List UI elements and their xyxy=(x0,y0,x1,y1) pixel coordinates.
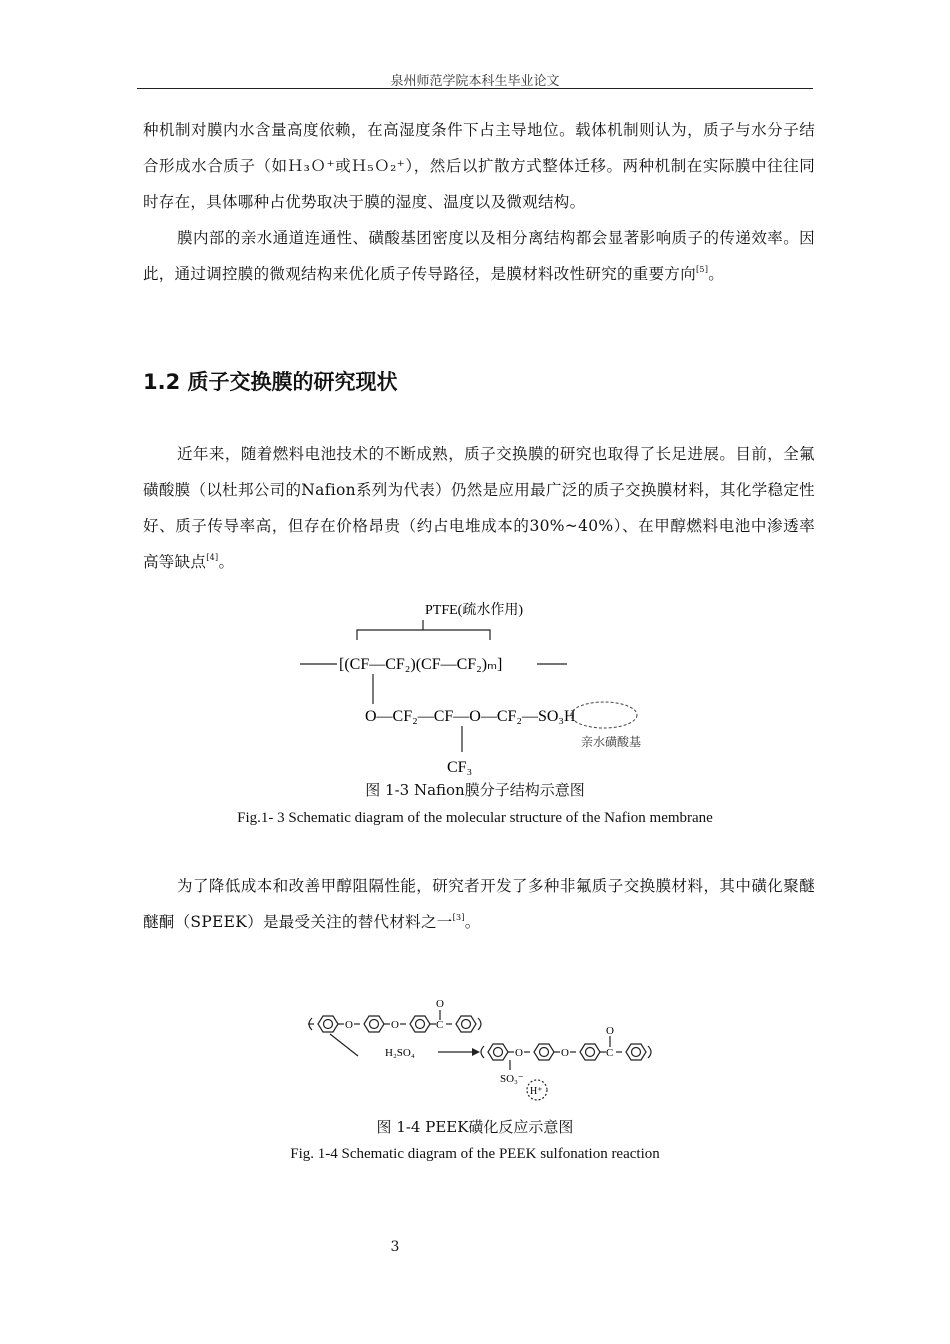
paragraph-2-text: 膜内部的亲水通道连通性、磺酸基团密度以及相分离结构都会显著影响质子的传递效率。因此，通过调控膜的微观结构来优化质子传导路径，是膜材料改性研究的重要方向 xyxy=(143,229,815,283)
substitution-arrow xyxy=(330,1034,358,1056)
benzene-ring-2-inner xyxy=(370,1020,379,1029)
figure-1-4-caption-en: Fig. 1-4 Schematic diagram of the PEEK sulfonation reaction xyxy=(290,1146,660,1162)
side-chain: O—CF₂—CF—O—CF₂—SO₃H xyxy=(365,708,576,725)
citation-4: [4] xyxy=(206,553,219,562)
ptfe-label: PTFE(疏水作用) xyxy=(425,603,523,618)
hydrophilic-label: 亲水磺酸基 xyxy=(581,735,642,749)
paragraph-4-tail: 。 xyxy=(464,913,481,931)
header-rule xyxy=(137,88,813,89)
left-unit-close-paren xyxy=(478,1018,481,1030)
benzene-ring-6-inner xyxy=(540,1048,549,1057)
sulfonic-group-highlight xyxy=(571,702,637,728)
paragraph-3 xyxy=(143,436,815,580)
ether-oxygen-4: O xyxy=(561,1047,569,1059)
proton-label: H⁺ xyxy=(530,1086,543,1097)
paragraph-1 xyxy=(143,112,815,220)
nafion-structure-figure xyxy=(295,598,665,778)
benzene-ring-6 xyxy=(534,1044,554,1060)
paragraph-2 xyxy=(143,220,815,292)
benzene-ring-3 xyxy=(410,1016,430,1032)
right-unit-open-paren xyxy=(481,1046,484,1058)
benzene-ring-7-inner xyxy=(586,1048,595,1057)
paragraph-3-tail: 。 xyxy=(218,553,235,571)
ether-oxygen-1: O xyxy=(345,1019,353,1031)
benzene-ring-5 xyxy=(488,1044,508,1060)
sulfuric-acid-reagent: H₂SO₄ xyxy=(385,1047,415,1059)
reaction-arrow-head xyxy=(472,1048,480,1056)
page-number: 3 xyxy=(390,1239,400,1255)
citation-5: [5] xyxy=(696,265,709,274)
ether-oxygen-2: O xyxy=(391,1019,399,1031)
paragraph-4 xyxy=(143,868,815,940)
carbonyl-carbon-1: C xyxy=(436,1019,444,1031)
running-header: 泉州师范学院本科生毕业论文 xyxy=(390,74,560,89)
ether-oxygen-3: O xyxy=(515,1047,523,1059)
benzene-ring-3-inner xyxy=(416,1020,425,1029)
main-chain: [(CF—CF₂)(CF—CF₂)ₘ] xyxy=(339,656,503,673)
sulfonate-group: SO₃⁻ xyxy=(500,1073,524,1085)
citation-3: [3] xyxy=(452,913,465,922)
figure-1-4-caption-cn: 图 1-4 PEEK磺化反应示意图 xyxy=(376,1118,574,1136)
benzene-ring-7 xyxy=(580,1044,600,1060)
benzene-ring-8 xyxy=(626,1044,646,1060)
peek-sulfonation-figure xyxy=(300,990,670,1105)
benzene-ring-4-inner xyxy=(462,1020,471,1029)
benzene-ring-1 xyxy=(318,1016,338,1032)
figure-1-3-caption-cn: 图 1-3 Nafion膜分子结构示意图 xyxy=(365,781,585,799)
benzene-ring-5-inner xyxy=(494,1048,503,1057)
paragraph-1-text: 种机制对膜内水含量高度依赖，在高湿度条件下占主导地位。载体机制则认为，质子与水分子结合形成水合质子（如Ｈ₃Ｏ⁺或Ｈ₅Ｏ₂⁺），然后以扩散方式整体迁移。两种机制在实际膜中往往同时存在，具体哪种占优势取决于膜的湿度、温度以及微观结构。 xyxy=(143,121,815,211)
carbonyl-oxygen-2: O xyxy=(606,1025,614,1037)
cf3-group: CF₃ xyxy=(447,759,473,776)
benzene-ring-8-inner xyxy=(632,1048,641,1057)
right-unit-close-paren xyxy=(648,1046,651,1058)
figure-1-3-caption-en: Fig.1- 3 Schematic diagram of the molecular structure of the Nafion membrane xyxy=(237,810,713,826)
benzene-ring-1-inner xyxy=(324,1020,333,1029)
benzene-ring-2 xyxy=(364,1016,384,1032)
paragraph-3-text: 近年来，随着燃料电池技术的不断成熟，质子交换膜的研究也取得了长足进展。目前，全氟磺酸膜（以杜邦公司的Nafion系列为代表）仍然是应用最广泛的质子交换膜材料，其化学稳定性好、质子传导率高，但存在价格昂贵（约占电堆成本的30%~40%）、在甲醇燃料电池中渗透率高等缺点 xyxy=(143,445,815,571)
carbonyl-oxygen-1: O xyxy=(436,998,444,1010)
section-heading: 1.2 质子交换膜的研究现状 xyxy=(143,370,398,394)
benzene-ring-4 xyxy=(456,1016,476,1032)
ptfe-bracket xyxy=(357,630,490,640)
paragraph-4-text: 为了降低成本和改善甲醇阻隔性能，研究者开发了多种非氟质子交换膜材料，其中磺化聚醚醚酮（SPEEK）是最受关注的替代材料之一 xyxy=(143,877,815,931)
carbonyl-carbon-2: C xyxy=(606,1047,614,1059)
paragraph-2-tail: 。 xyxy=(708,265,725,283)
